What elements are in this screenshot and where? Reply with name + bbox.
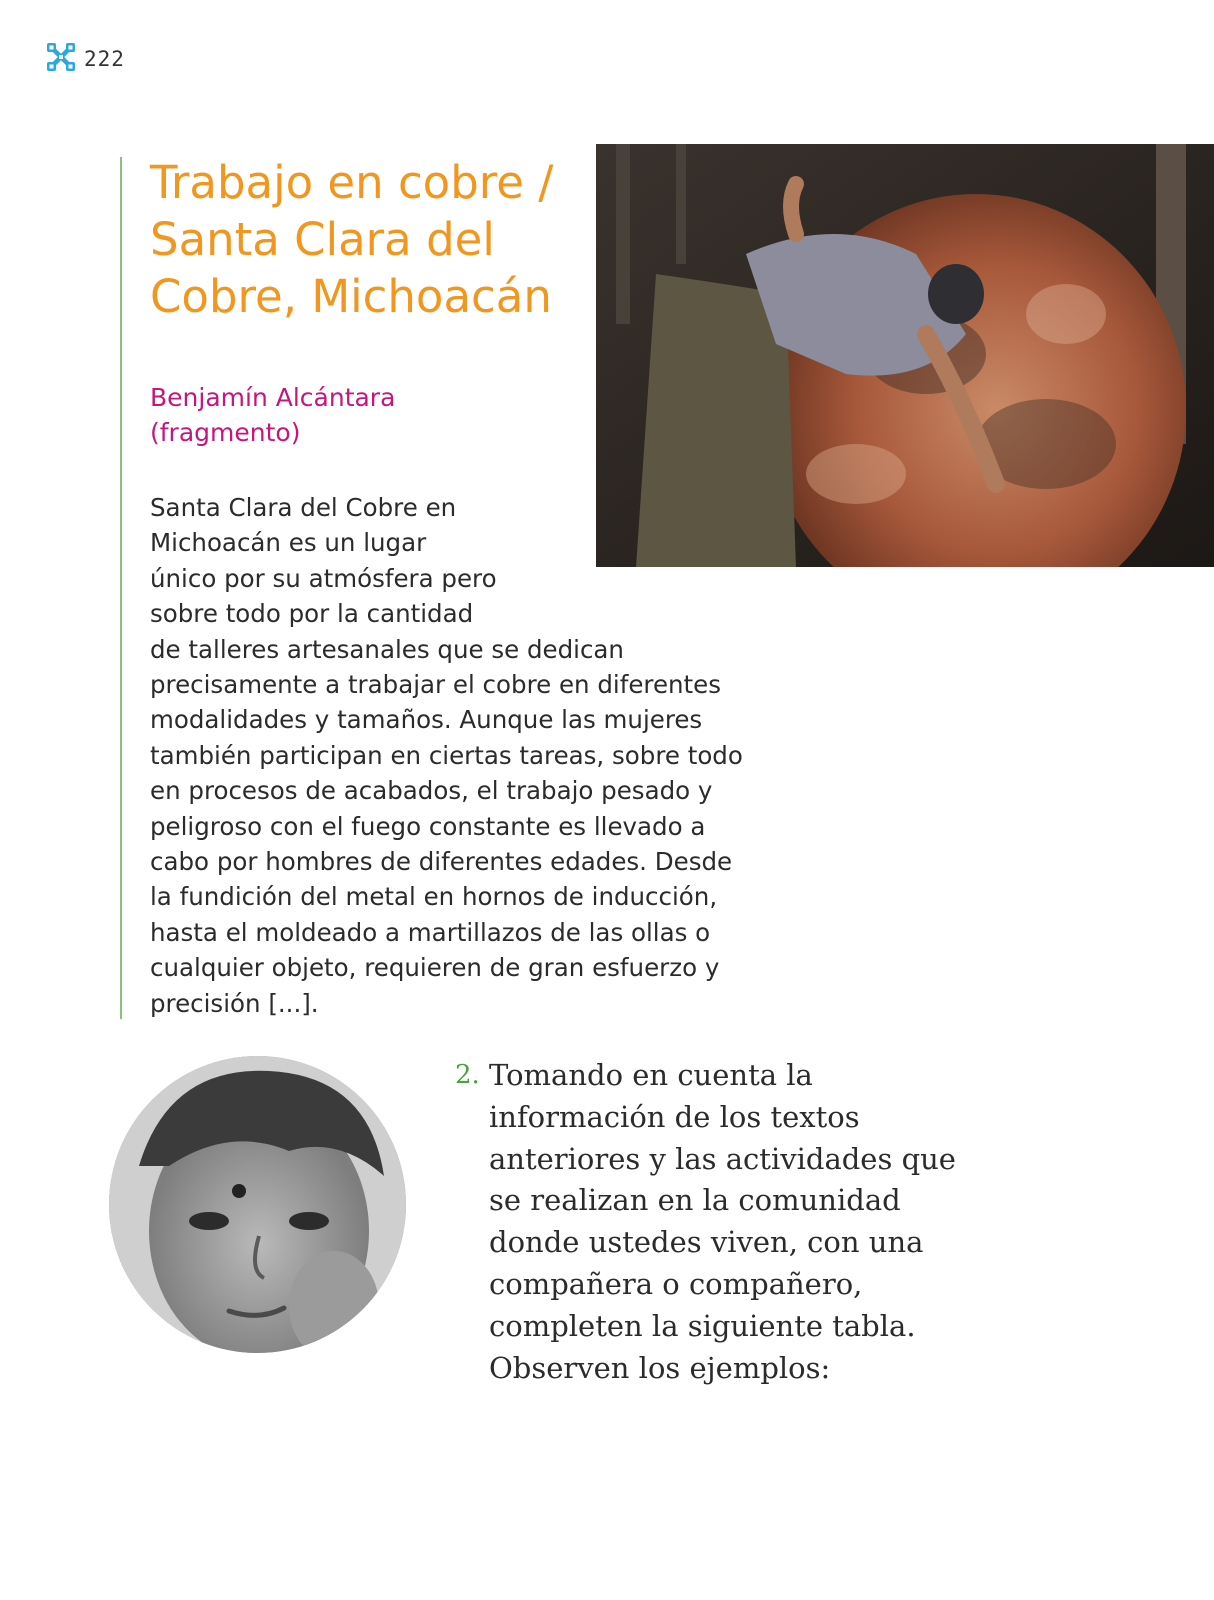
article-body-line: de talleres artesanales que se dedican	[150, 634, 624, 664]
article-body-line: Santa Clara del Cobre en	[150, 493, 457, 522]
knot-emblem-icon	[46, 42, 76, 76]
article-body-line: hasta el moldeado a martillazos de las ollas o	[150, 917, 711, 947]
article-body-line: la fundición del metal en hornos de inducción,	[150, 882, 718, 912]
activity-line: Tomando en cuenta la	[489, 1058, 813, 1092]
article-body-line: modalidades y tamaños. Aunque las mujeres	[150, 705, 703, 735]
page-number: 222	[84, 47, 125, 71]
activity-text	[489, 1055, 956, 1389]
article-byline	[150, 380, 570, 450]
activity-line: anteriores y las actividades que	[489, 1141, 956, 1176]
article-body-line: precisión [...].	[150, 988, 319, 1018]
child-portrait-photo	[109, 1056, 406, 1353]
activity-line: información de los textos	[489, 1099, 860, 1134]
article-body-line: cualquier objeto, requieren de gran esfuerzo y	[150, 953, 720, 983]
article-title: Trabajo en cobre / Santa Clara del Cobre, Michoacán	[150, 156, 554, 323]
page-header	[46, 42, 125, 76]
article-note: (fragmento)	[150, 418, 301, 447]
activity-line: se realizan en la comunidad	[489, 1183, 901, 1218]
article-body-line: Michoacán es un lugar	[150, 528, 427, 558]
accent-rule	[120, 157, 122, 1019]
activity-line: Observen los ejemplos:	[489, 1350, 831, 1385]
activity-line: donde ustedes viven, con una	[489, 1225, 924, 1260]
article-author: Benjamín Alcántara	[150, 383, 396, 412]
activity-line: compañera o compañero,	[489, 1266, 863, 1301]
activity-line: completen la siguiente tabla.	[489, 1308, 916, 1343]
activity-number: 2.	[455, 1060, 480, 1090]
article-body-line: en procesos de acabados, el trabajo pesado y	[150, 776, 713, 806]
article-body-line: peligroso con el fuego constante es llevado a	[150, 811, 706, 841]
article-body-line: precisamente a trabajar el cobre en diferentes	[150, 670, 721, 700]
article-body-line: sobre todo por la cantidad	[150, 599, 474, 629]
article-body-line: único por su atmósfera pero	[150, 563, 497, 593]
article-body	[150, 490, 743, 1021]
article-body-line: también participan en ciertas tareas, sobre todo	[150, 740, 743, 770]
article-body-line: cabo por hombres de diferentes edades. Desde	[150, 847, 733, 877]
